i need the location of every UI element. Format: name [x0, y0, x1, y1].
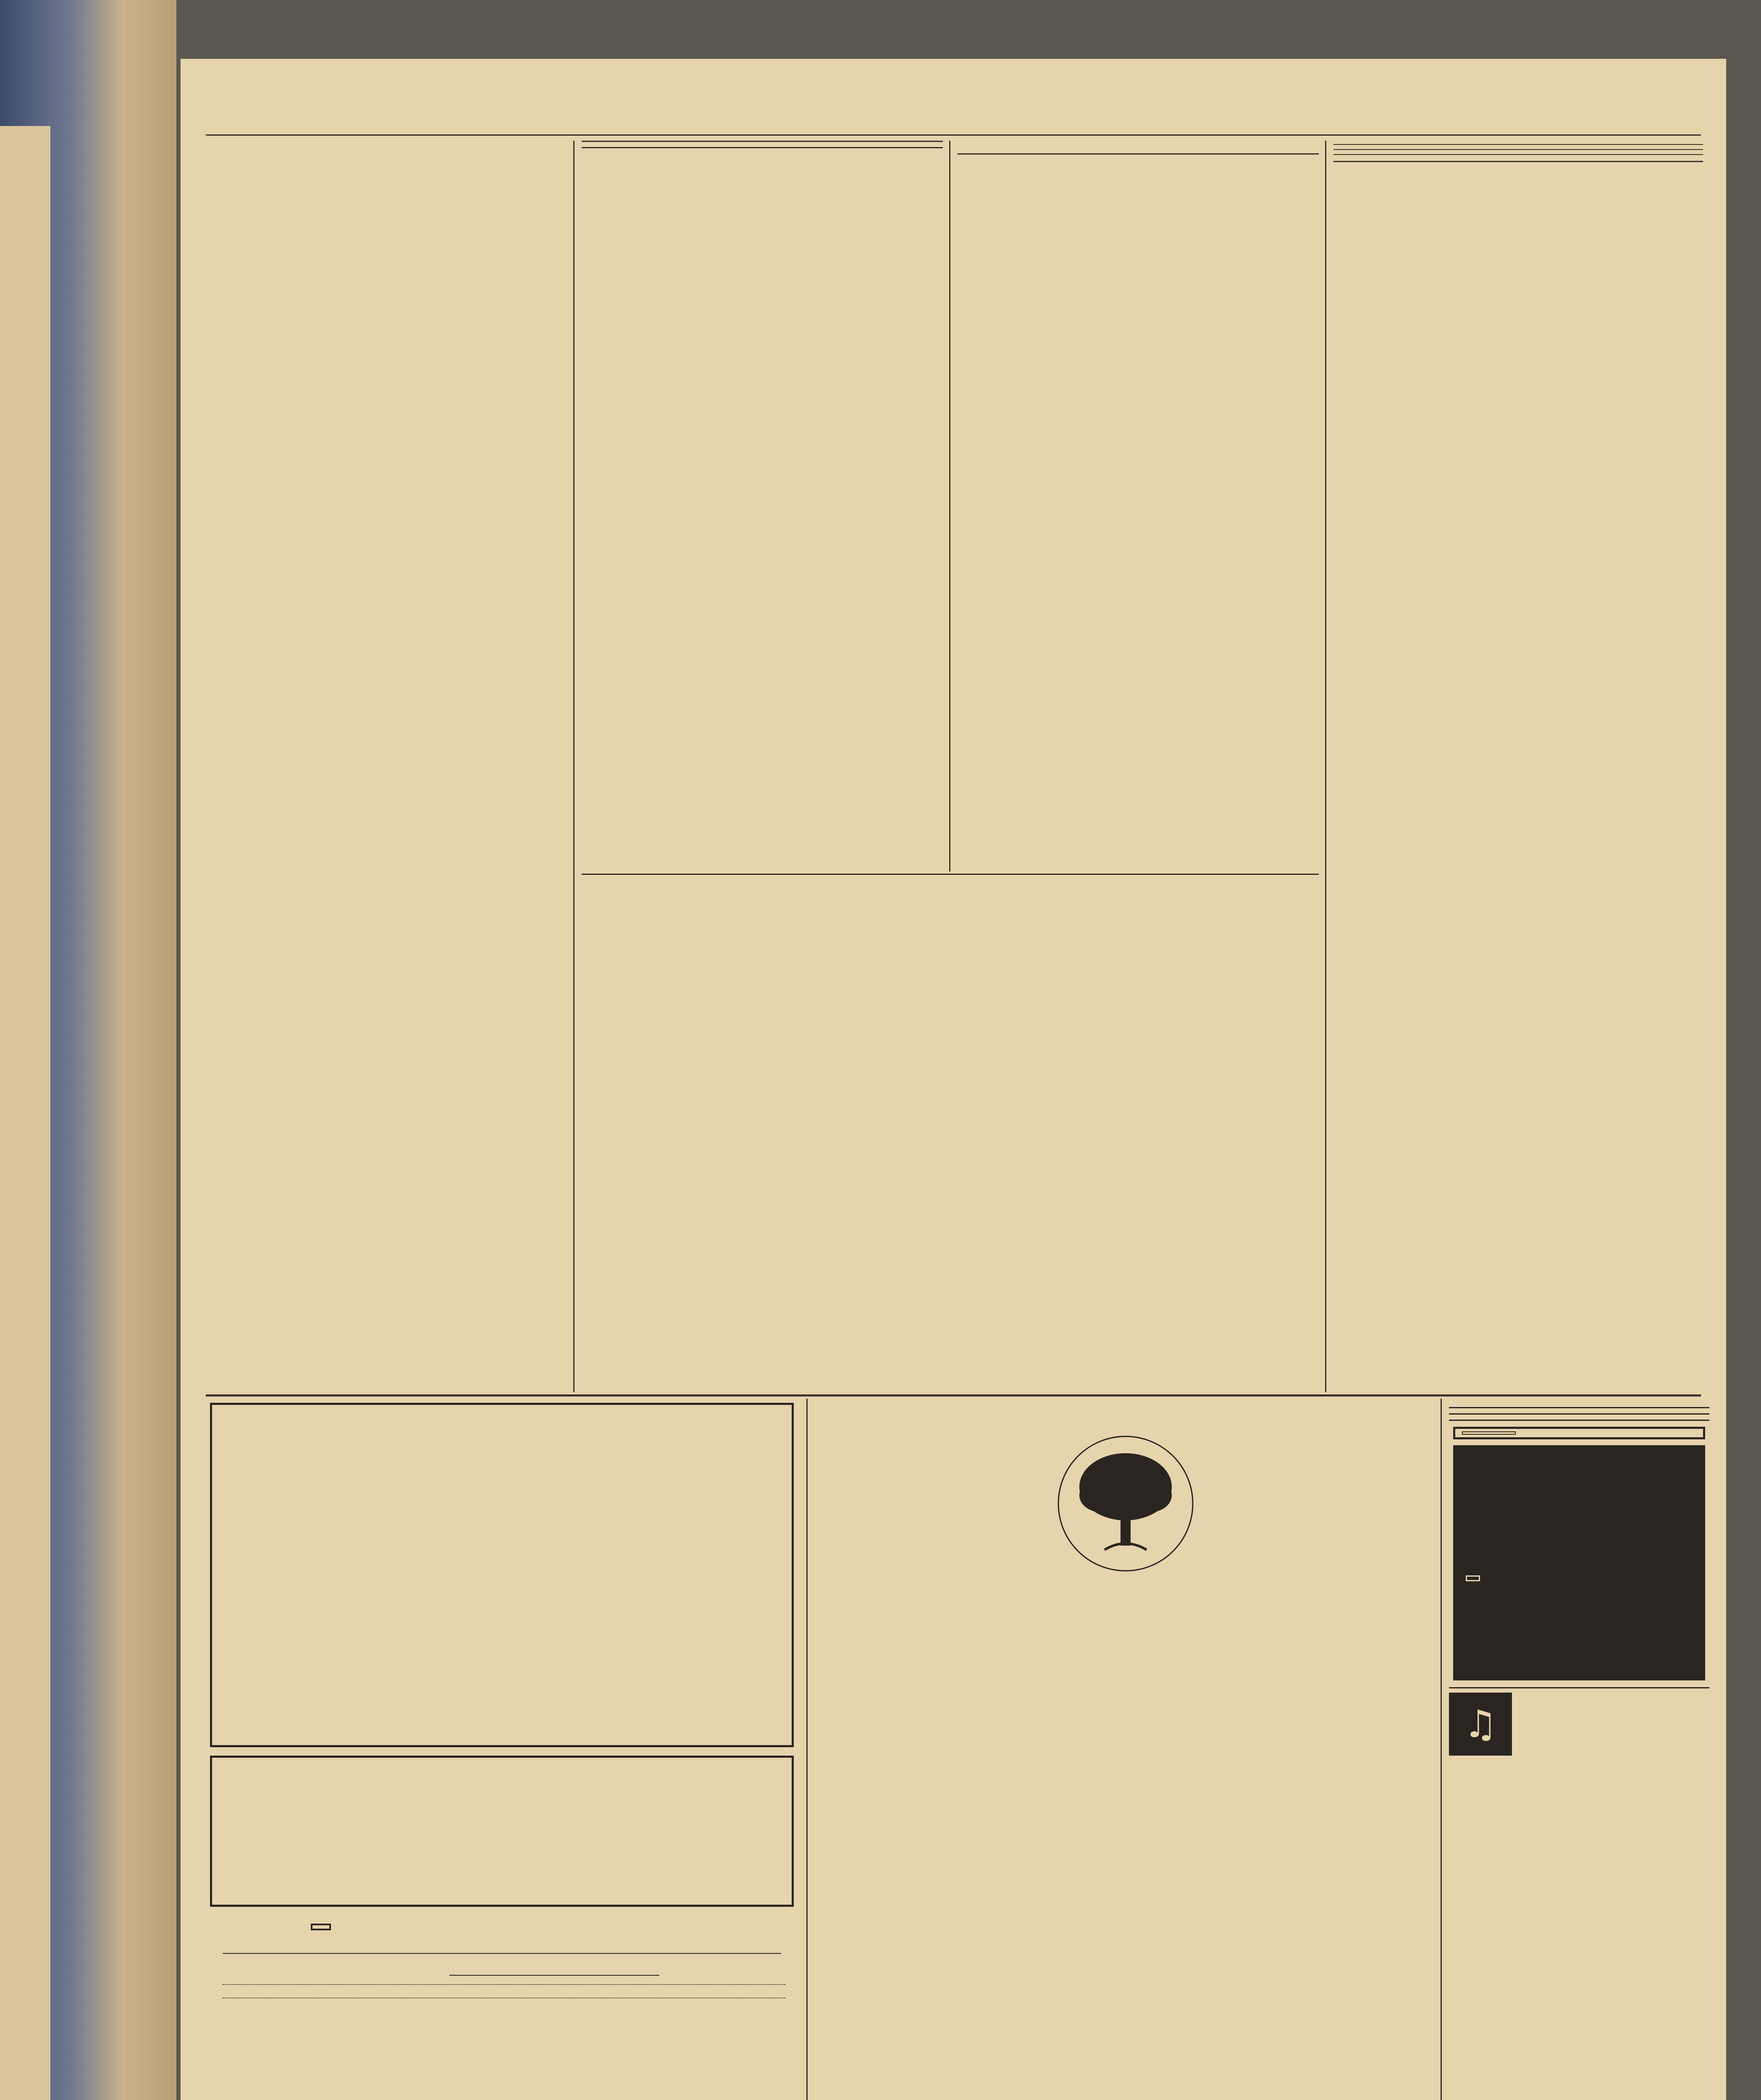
stammbaum-seal	[1054, 1415, 1197, 1592]
ad-tanzkurs	[210, 1756, 794, 1907]
order-date-field[interactable]	[223, 1953, 781, 1954]
ad-miele	[1453, 1427, 1705, 1439]
ad-ladentisch	[1449, 1403, 1709, 1408]
previous-page-edge	[0, 126, 50, 2100]
ads-right-column	[1449, 1403, 1709, 2100]
order-line	[218, 1953, 785, 1954]
weather	[1333, 149, 1703, 152]
ad-zaiser-stempel	[1453, 1445, 1705, 1680]
market-section	[582, 878, 1319, 1394]
notice	[1333, 144, 1703, 147]
column-4	[1333, 141, 1703, 1384]
ad-weisskalk	[1449, 1408, 1709, 1415]
signature-field[interactable]	[449, 1975, 659, 1976]
column-1	[206, 141, 567, 1376]
ad-amtlich	[210, 1403, 794, 1747]
article-headline	[958, 153, 1319, 157]
lyre-icon: ♫	[1449, 1693, 1512, 1756]
newspaper-page	[181, 59, 1726, 2100]
page-count-note	[1333, 161, 1703, 162]
ad-text	[1466, 1575, 1480, 1581]
ad-price	[1462, 1431, 1516, 1435]
article-headline	[582, 141, 943, 148]
ort-field[interactable]	[223, 1984, 785, 1985]
page-header	[206, 111, 1701, 136]
imprint	[1333, 154, 1703, 157]
column-2	[582, 141, 943, 872]
ort-line	[218, 1984, 785, 1985]
column-3	[958, 141, 1319, 872]
ad-bestellzettel	[210, 1915, 794, 2100]
tree-icon	[1054, 1415, 1197, 1592]
ad-text	[1449, 1685, 1709, 1688]
ad-klavier	[1449, 1415, 1709, 1421]
ad-propylaen	[819, 1403, 1432, 2100]
ad-title	[311, 1924, 331, 1930]
